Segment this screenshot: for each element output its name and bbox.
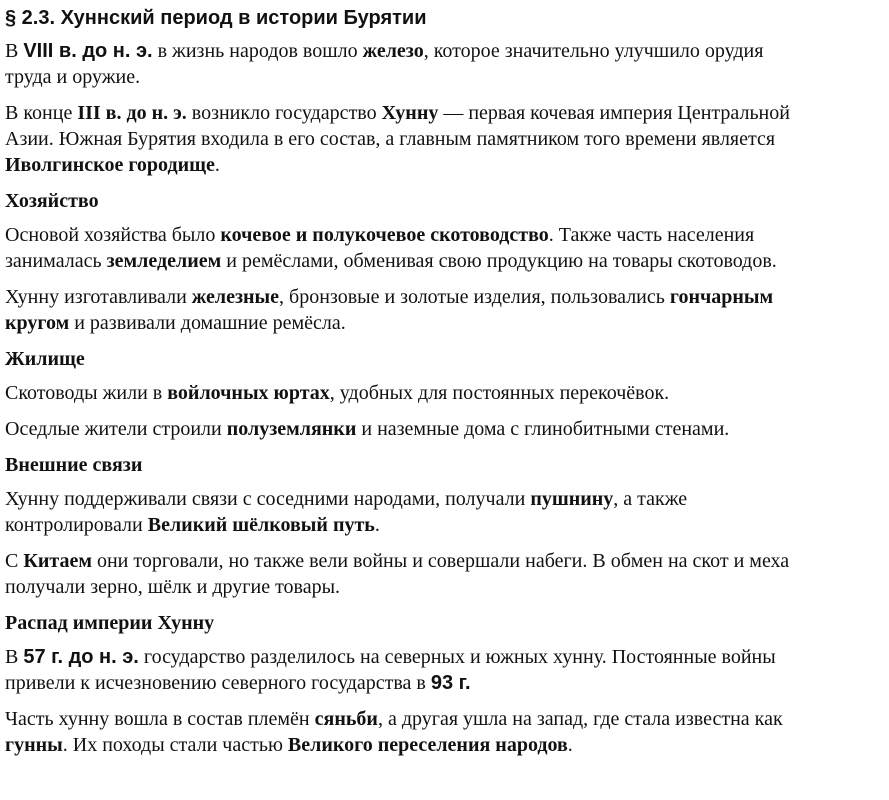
term-highlight: кочевое и полукочевое скотоводство xyxy=(220,224,549,246)
paragraph-yurts: Скотоводы жили в войлочных юртах, удобных для постоянных перекочёвок. xyxy=(5,382,670,404)
term-highlight: полуземлянки xyxy=(226,418,357,440)
term-highlight: Великий шёлковый путь xyxy=(147,514,375,536)
term-highlight: земледелием xyxy=(106,250,222,272)
paragraph-crafts: Хунну изготавливали железные, бронзовые и золотые изделия, пользовались гончарным кругом и развивали домашние ремёсла. xyxy=(5,286,774,334)
term-highlight: сяньби xyxy=(314,708,378,730)
paragraph-dugouts: Оседлые жители строили полуземлянки и наземные дома с глинобитными стенами. xyxy=(5,418,730,440)
term-highlight: Иволгинское городище xyxy=(5,154,215,176)
paragraph-iron: В VIII в. до н. э. в жизнь народов вошло железо, которое значительно улучшило орудия труда и оружие. xyxy=(5,40,764,88)
term-highlight: гунны xyxy=(5,734,63,756)
section-title: § 2.3. Хуннский период в истории Бурятии xyxy=(5,7,427,29)
term-highlight: пушнину xyxy=(530,488,614,510)
paragraph-economy: Основой хозяйства было кочевое и полукочевое скотоводство. Также часть населения занималась земледелием и ремёслами, обменивая свою продукцию на товары скотоводов. xyxy=(5,224,777,272)
heading-economy: Хозяйство xyxy=(5,190,99,212)
term-highlight: кругом xyxy=(5,312,70,334)
term-highlight: гончарным xyxy=(669,286,774,308)
heading-collapse: Распад империи Хунну xyxy=(5,612,215,634)
term-highlight: железные xyxy=(191,286,280,308)
term-highlight: железо xyxy=(362,40,424,62)
date-highlight: VIII в. до н. э. xyxy=(23,40,153,62)
date-highlight: III в. до н. э. xyxy=(77,102,187,124)
date-highlight: 57 г. до н. э. xyxy=(23,646,139,668)
date-highlight: 93 г. xyxy=(430,672,471,694)
heading-relations: Внешние связи xyxy=(5,454,143,476)
term-highlight: Китаем xyxy=(23,550,92,572)
term-highlight: Великого переселения народов xyxy=(287,734,568,756)
paragraph-migration: Часть хунну вошла в состав племён сяньби, а другая ушла на запад, где стала известна как гунны. Их походы стали частью Великого переселения народов. xyxy=(5,708,783,756)
paragraph-xiongnu-state: В конце III в. до н. э. возникло государство Хунну — первая кочевая империя Центральной Азии. Южная Бурятия входила в его состав, а главным памятником того времени является Иволгинское городище. xyxy=(5,102,790,176)
paragraph-split: В 57 г. до н. э. государство разделилось на северных и южных хунну. Постоянные войны привели к исчезновению северного государства в 93 г. xyxy=(5,646,776,694)
heading-dwelling: Жилище xyxy=(5,348,85,370)
term-highlight: войлочных юртах xyxy=(167,382,330,404)
term-highlight: Хунну xyxy=(381,102,439,124)
paragraph-relations: Хунну поддерживали связи с соседними народами, получали пушнину, а также контролировали Великий шёлковый путь. xyxy=(5,488,688,536)
paragraph-china: С Китаем они торговали, но также вели войны и совершали набеги. В обмен на скот и меха получали зерно, шёлк и другие товары. xyxy=(5,550,790,598)
